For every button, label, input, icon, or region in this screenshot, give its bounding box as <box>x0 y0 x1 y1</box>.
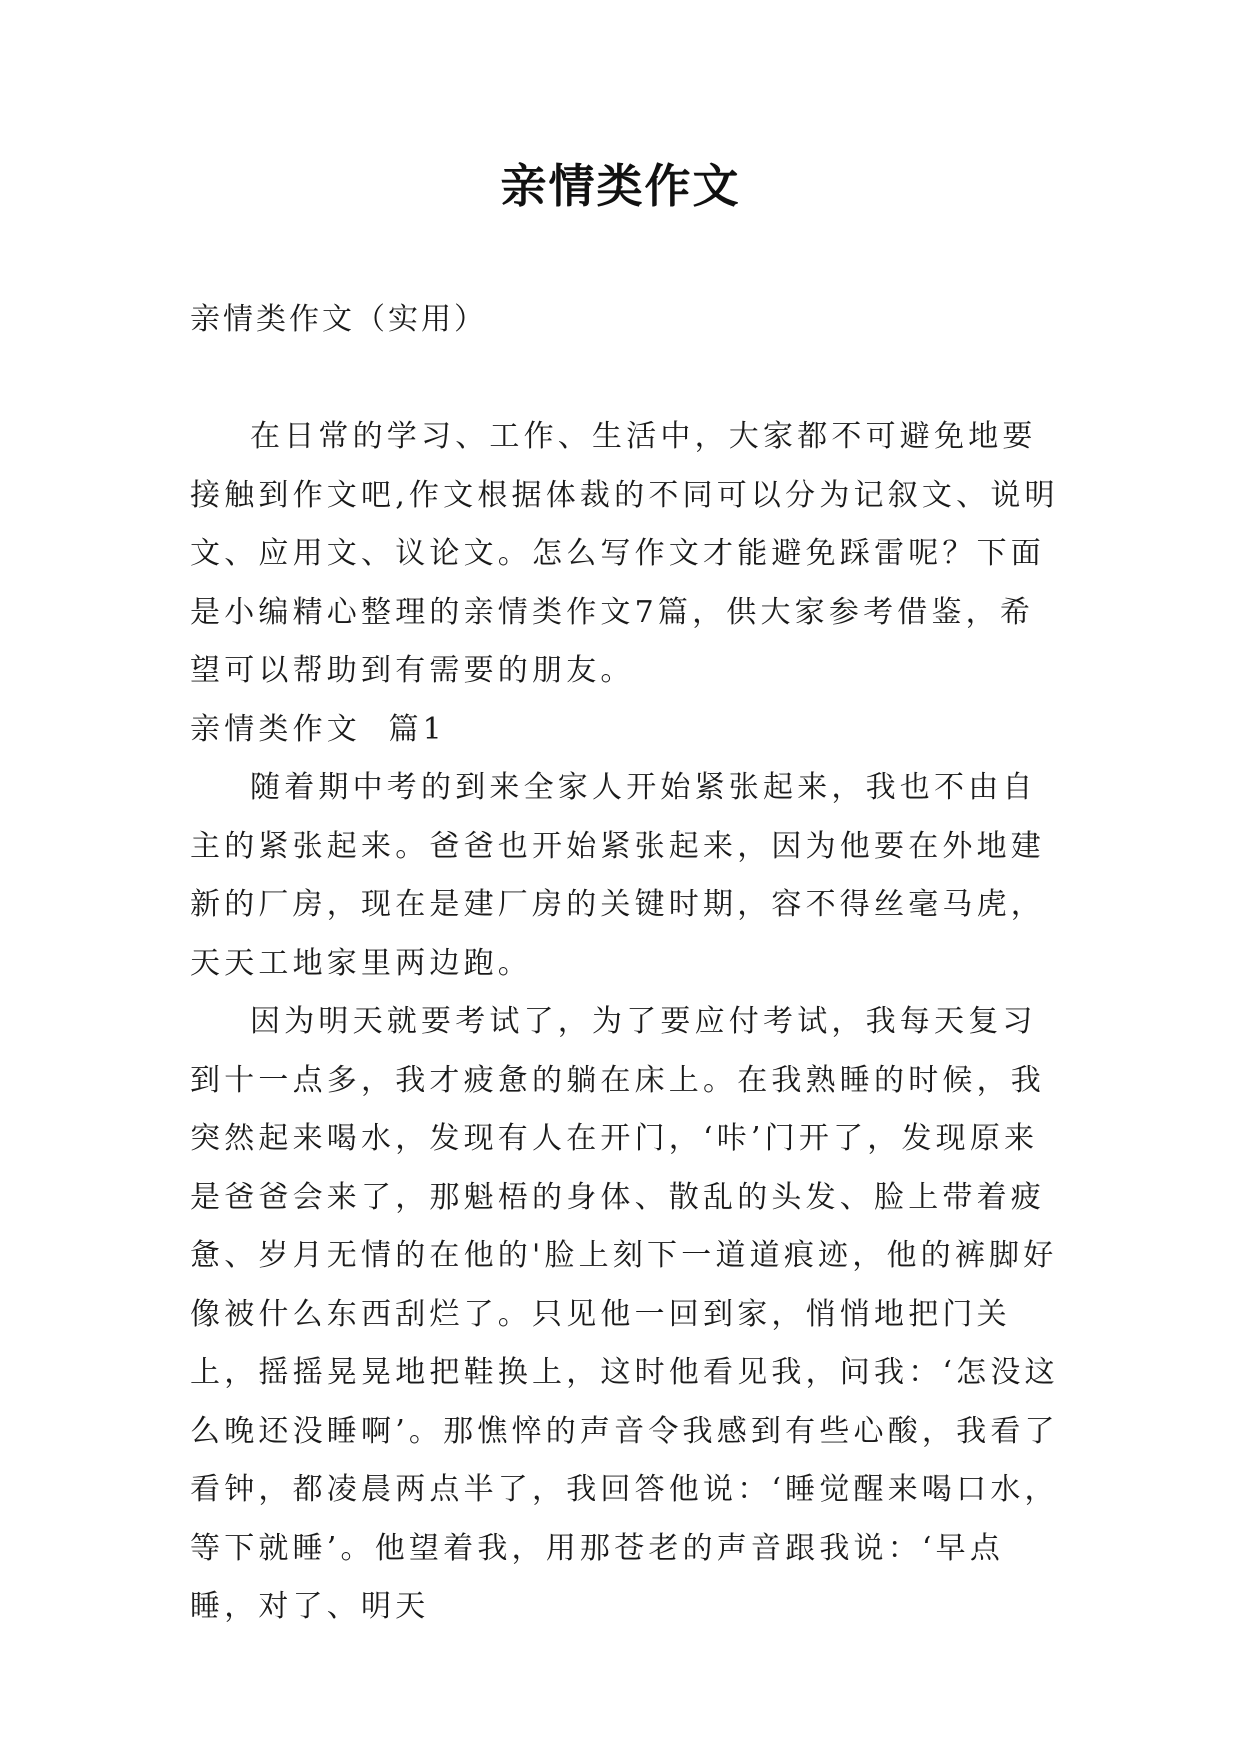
document-body <box>190 408 1060 1637</box>
body-paragraph-1: 随着期中考的到来全家人开始紧张起来，我也不由自主的紧张起来。爸爸也开始紧张起来，因为他要在外地建新的厂房，现在是建厂房的关键时期，容不得丝毫马虎，天天工地家里两边跑。 <box>190 770 1045 981</box>
document-title: 亲情类作文 <box>500 159 741 213</box>
intro-paragraph: 在日常的学习、工作、生活中，大家都不可避免地要接触到作文吧,作文根据体裁的不同可以分为记叙文、说明文、应用文、议论文。怎么写作文才能避免踩雷呢？下面是小编精心整理的亲情类作文7篇，供大家参考借鉴，希望可以帮助到有需要的朋友。 <box>190 419 1059 688</box>
section-heading: 亲情类作文 篇1 <box>190 711 446 747</box>
document-subtitle: 亲情类作文（实用） <box>190 302 487 337</box>
body-paragraph-2: 因为明天就要考试了，为了要应付考试，我每天复习到十一点多，我才疲惫的躺在床上。在我熟睡的时候，我突然起来喝水，发现有人在开门，‘咔’门开了，发现原来是爸爸会来了，那魁梧的身体、散乱的头发、脸上带着疲惫、岁月无情的在他的'脸上刻下一道道痕迹，他的裤脚好像被什么东西刮烂了。只见他一回到家，悄悄地把门关上，摇摇晃晃地把鞋换上，这时他看见我，问我：‘怎没这么晚还没睡啊’。那憔悴的声音令我感到有些心酸，我看了看钟，都凌晨两点半了，我回答他说：‘睡觉醒来喝口水，等下就睡’。他望着我，用那苍老的声音跟我说：‘早点睡，对了、明天 <box>190 1004 1059 1624</box>
